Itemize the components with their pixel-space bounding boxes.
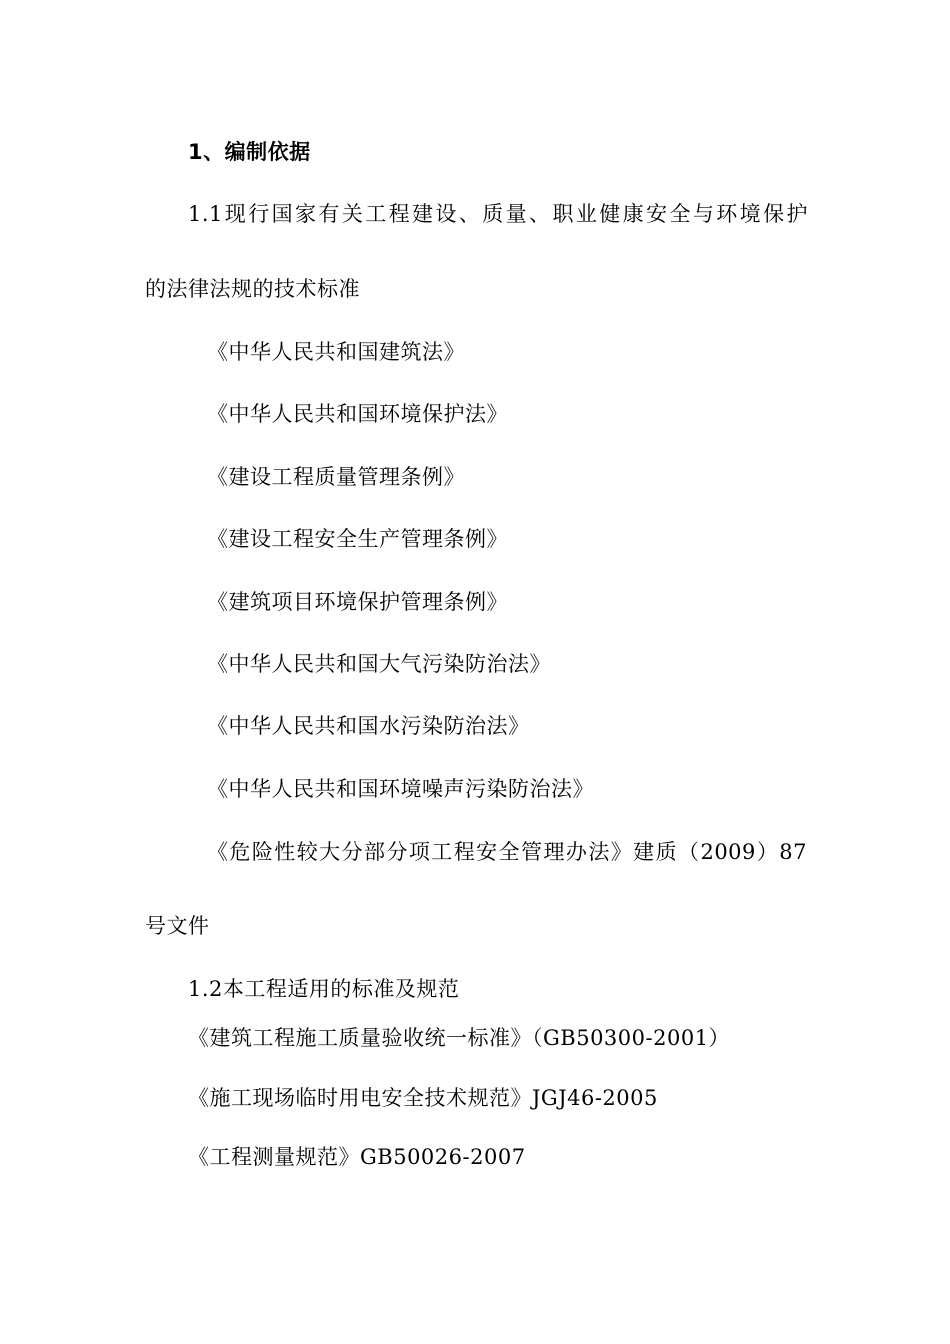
standard-item: 《建筑工程施工质量验收统一标准》（GB50300-2001） <box>188 1026 731 1050</box>
law-item: 《中华人民共和国建筑法》 <box>207 340 465 364</box>
subsection-2-title: 1.2本工程适用的标准及规范 <box>188 977 460 1001</box>
subsection-1-title-line1: 1.1现行国家有关工程建设、质量、职业健康安全与环境保护 <box>188 202 808 226</box>
law-item: 《中华人民共和国大气污染防治法》 <box>207 652 551 676</box>
standard-item: 《施工现场临时用电安全技术规范》JGJ46-2005 <box>188 1086 658 1110</box>
law-item: 《中华人民共和国环境噪声污染防治法》 <box>207 777 594 801</box>
subsection-1-title-line2: 的法律法规的技术标准 <box>145 277 360 301</box>
section-heading: 1、编制依据 <box>188 140 311 164</box>
law-item: 《建筑项目环境保护管理条例》 <box>207 590 508 614</box>
law-item: 《中华人民共和国环境保护法》 <box>207 402 508 426</box>
law-item: 《建设工程质量管理条例》 <box>207 465 465 489</box>
law-item: 《建设工程安全生产管理条例》 <box>207 527 508 551</box>
standard-item: 《工程测量规范》GB50026-2007 <box>188 1145 526 1169</box>
law-item: 《中华人民共和国水污染防治法》 <box>207 714 530 738</box>
law-item-long-line1: 《危险性较大分部分项工程安全管理办法》建质（2009）87 <box>207 840 807 864</box>
law-item-long-line2: 号文件 <box>145 914 210 938</box>
